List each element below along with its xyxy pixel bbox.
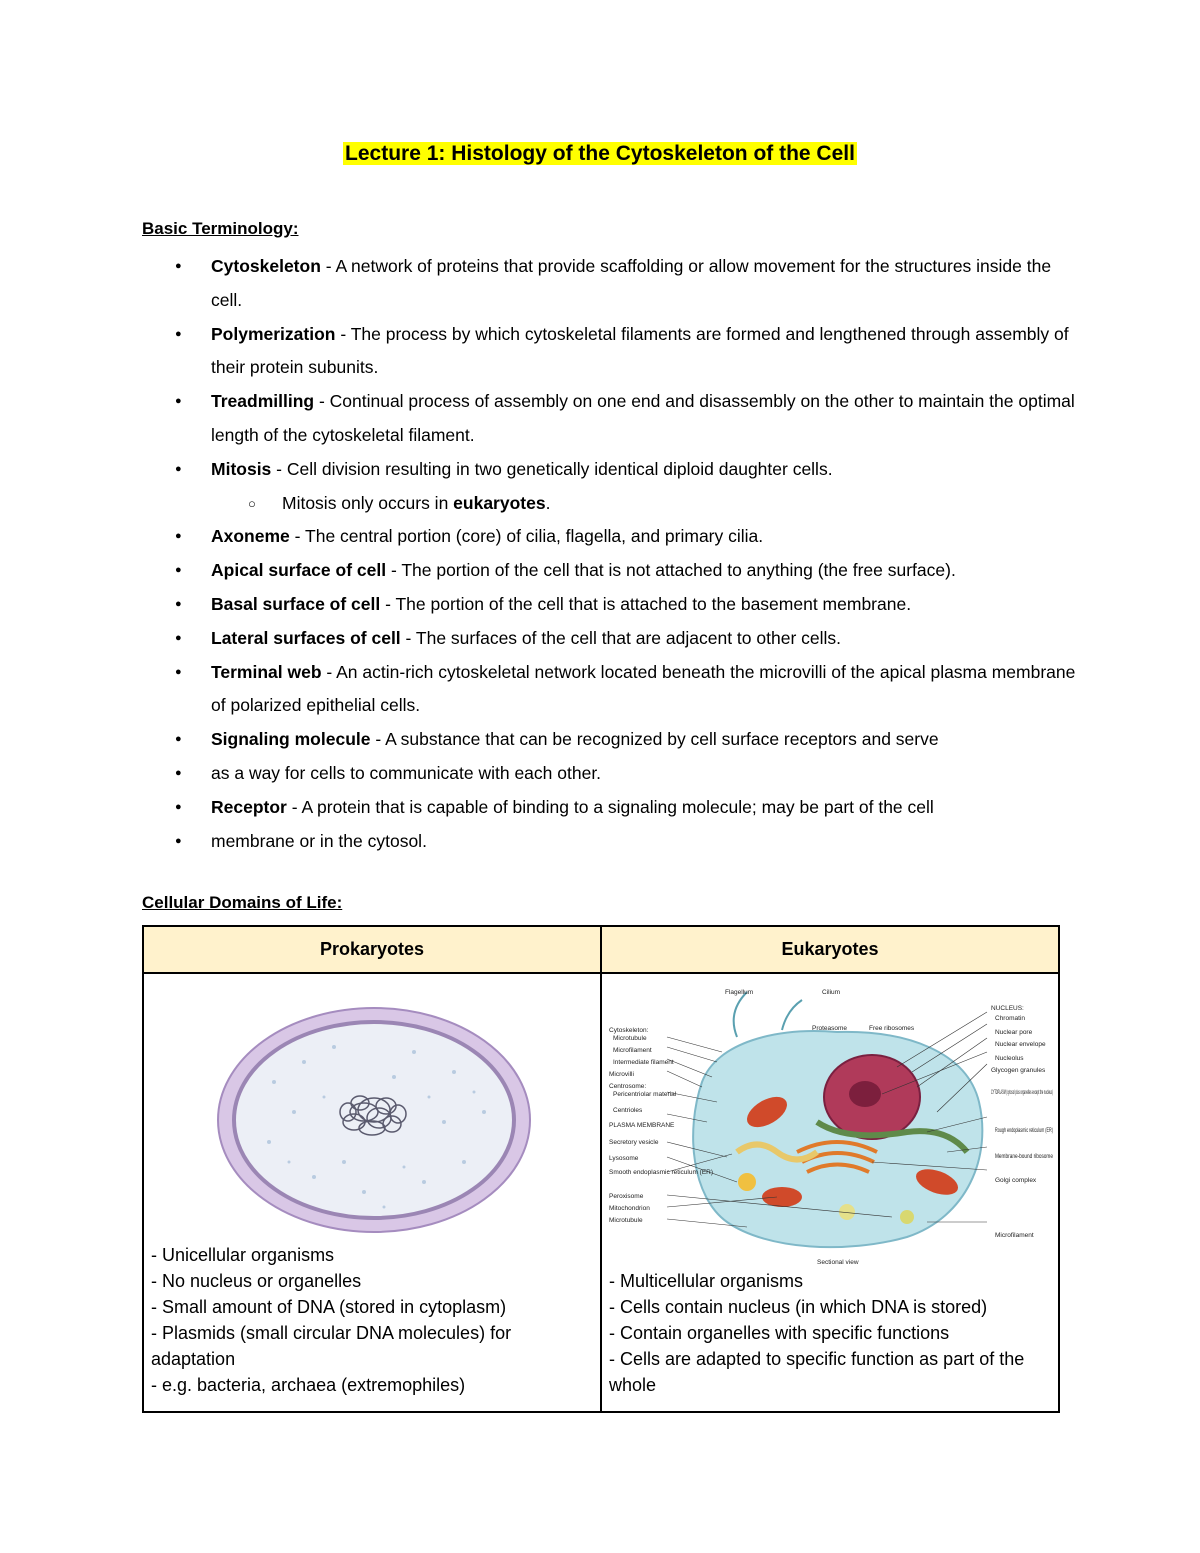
diagram-label: Microtubule: [609, 1217, 643, 1224]
term-item: ● as a way for cells to communicate with each other.: [142, 757, 1082, 791]
diagram-label: Microtubule: [613, 1035, 647, 1042]
prokaryotes-header: Prokaryotes: [143, 926, 601, 973]
diagram-label: Nucleolus: [995, 1055, 1024, 1062]
domains-table: [142, 925, 1060, 1413]
lysosome-shape: [738, 1173, 756, 1191]
diagram-label: Peroxisome: [609, 1193, 644, 1200]
diagram-label: Microvilli: [609, 1071, 634, 1078]
diagram-label: Chromatin: [995, 1015, 1025, 1022]
term-item: ● Apical surface of cell - The portion of the cell that is not attached to anything (the free surface).: [142, 554, 1082, 588]
eukaryote-cell-diagram: [607, 982, 1057, 1272]
list-item: - Plasmids (small circular DNA molecules) for adaptation: [151, 1323, 512, 1369]
diagram-label: Mitochondrion: [609, 1205, 650, 1212]
term-item: ● Cytoskeleton - A network of proteins that provide scaffolding or allow movement for the structures inside the cell.: [142, 250, 1082, 318]
list-item: - e.g. bacteria, archaea (extremophiles): [151, 1375, 466, 1395]
mitochondrion-shape: [762, 1187, 802, 1207]
diagram-label: PLASMA MEMBRANE: [609, 1122, 675, 1129]
cellular-domains-heading: Cellular Domains of Life:: [142, 893, 343, 912]
diagram-label: CYTOPLASM (cytosol plus organelles except the nucleus): [991, 1089, 1053, 1096]
eukaryote-cell-body: [693, 1031, 982, 1247]
diagram-right-labels: [991, 1005, 1053, 1239]
peroxisome-shape: [900, 1210, 914, 1224]
diagram-label: Nuclear envelope: [995, 1041, 1046, 1048]
prokaryote-characteristics: [151, 1242, 590, 1398]
title-text: Lecture 1: Histology of the Cytoskeleton of the Cell: [345, 142, 855, 165]
diagram-label: Microfilament: [613, 1047, 652, 1054]
diagram-top-labels: [725, 989, 915, 1032]
diagram-label: Pericentriolar material: [613, 1091, 677, 1098]
list-item: - Unicellular organisms: [151, 1245, 335, 1265]
terminology-list: [142, 250, 1082, 858]
diagram-label: Nuclear pore: [995, 1029, 1033, 1036]
diagram-label: Lysosome: [609, 1155, 639, 1162]
diagram-label: Intermediate filament: [613, 1059, 674, 1066]
eukaryotes-cell: [601, 973, 1059, 1412]
basic-terminology-heading: Basic Terminology:: [142, 219, 299, 238]
term-item: ● Lateral surfaces of cell - The surfaces of the cell that are adjacent to other cells.: [142, 622, 1082, 656]
term-item: ● Polymerization - The process by which cytoskeletal filaments are formed and lengthened through assembly of their protein subunits.: [142, 318, 1082, 386]
list-item: - Multicellular organisms: [609, 1271, 804, 1291]
term-item: ● Signaling molecule - A substance that can be recognized by cell surface receptors and serve: [142, 723, 1082, 757]
diagram-label: Smooth endoplasmic reticulum (ER): [609, 1169, 714, 1176]
sub-term-item: ○ Mitosis only occurs in eukaryotes.: [142, 487, 1082, 521]
term-item: ● Axoneme - The central portion (core) of cilia, flagella, and primary cilia.: [142, 520, 1082, 554]
term-item: ● Basal surface of cell - The portion of the cell that is attached to the basement membrane.: [142, 588, 1082, 622]
term-item: ● Treadmilling - Continual process of assembly on one end and disassembly on the other to maintain the optimal length of the cytoskeletal filament.: [142, 385, 1082, 453]
flagellum-shape: [734, 992, 747, 1037]
diagram-label: Flagellum: [725, 989, 754, 996]
term-item: ● Terminal web - An actin-rich cytoskeletal network located beneath the microvilli of the apical plasma membrane of polarized epithelial cells.: [142, 656, 1082, 724]
prokaryote-cytoplasm: [234, 1022, 514, 1218]
diagram-label: Membrane-bound ribosome: [995, 1153, 1054, 1160]
list-item: - Cells are adapted to specific function as part of the whole: [609, 1349, 1025, 1395]
term-item: ● Mitosis - Cell division resulting in two genetically identical diploid daughter cells.: [142, 453, 1082, 487]
diagram-label: Proteasome: [812, 1025, 848, 1032]
diagram-label: Cytoskeleton:: [609, 1027, 649, 1034]
diagram-label: Glycogen granules: [991, 1067, 1046, 1074]
eukaryote-characteristics: [609, 1268, 1048, 1398]
diagram-label: Microfilament: [995, 1232, 1034, 1239]
list-item: - Contain organelles with specific functions: [609, 1323, 950, 1343]
diagram-label: Centrioles: [613, 1107, 643, 1114]
term-item: ● Receptor - A protein that is capable of binding to a signaling molecule; may be part of the cell: [142, 791, 1082, 825]
diagram-label: Rough endoplasmic reticulum (ER): [995, 1127, 1053, 1134]
list-item: - Cells contain nucleus (in which DNA is stored): [609, 1297, 988, 1317]
diagram-label: NUCLEUS:: [991, 1005, 1024, 1012]
diagram-label: Secretory vesicle: [609, 1139, 659, 1146]
diagram-label: Free ribosomes: [869, 1025, 915, 1032]
prokaryotes-cell: [143, 973, 601, 1412]
list-item: - Small amount of DNA (stored in cytoplasm): [151, 1297, 507, 1317]
list-item: - No nucleus or organelles: [151, 1271, 362, 1291]
diagram-caption: Sectional view: [817, 1259, 859, 1266]
cilium-shape: [782, 1000, 802, 1030]
nucleolus-shape: [849, 1081, 881, 1107]
diagram-label: Cilium: [822, 989, 841, 996]
term-item: ● membrane or in the cytosol.: [142, 825, 1082, 859]
diagram-label: Golgi complex: [995, 1177, 1037, 1184]
page-title: [0, 142, 1200, 166]
prokaryote-cell-illustration: [214, 1002, 534, 1242]
eukaryotes-header: Eukaryotes: [601, 926, 1059, 973]
diagram-label: Centrosome:: [609, 1083, 647, 1090]
